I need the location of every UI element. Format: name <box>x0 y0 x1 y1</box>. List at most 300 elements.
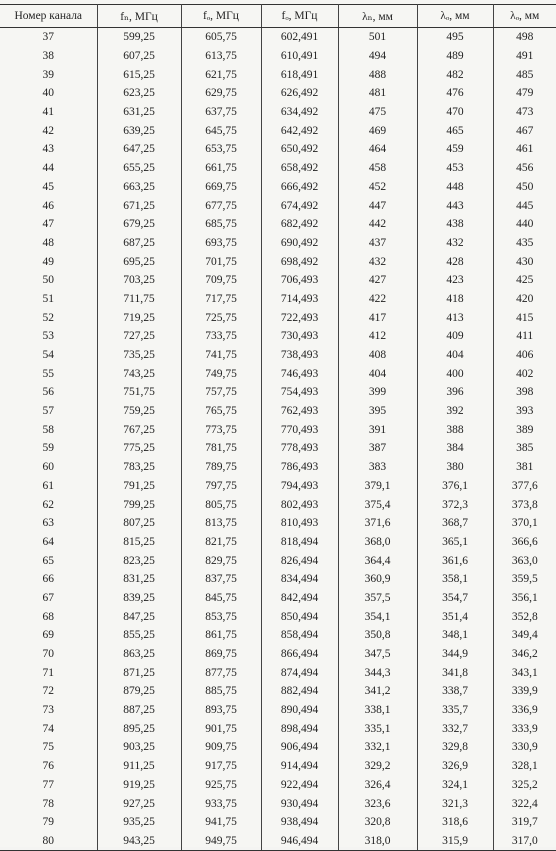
cell-audio-wavelength: 438 <box>417 215 493 234</box>
cell-channel-number: 54 <box>0 346 97 365</box>
cell-mean-frequency: 898,494 <box>261 719 338 738</box>
table-row <box>0 252 556 271</box>
cell-video-wavelength: 488 <box>338 65 417 84</box>
cell-channel-number: 76 <box>0 757 97 776</box>
cell-channel-number: 73 <box>0 701 97 720</box>
table-row <box>0 701 556 720</box>
cell-mean-frequency: 626,492 <box>261 84 338 103</box>
cell-audio-wavelength: 482 <box>417 65 493 84</box>
cell-mean-frequency: 706,493 <box>261 271 338 290</box>
cell-video-wavelength: 427 <box>338 271 417 290</box>
cell-mean-frequency: 722,493 <box>261 308 338 327</box>
cell-video-carrier-frequency: 687,25 <box>97 234 181 253</box>
cell-audio-wavelength: 384 <box>417 439 493 458</box>
cell-video-wavelength: 360,9 <box>338 570 417 589</box>
header-channel-number: Номер канала <box>0 5 97 28</box>
cell-video-carrier-frequency: 623,25 <box>97 84 181 103</box>
cell-audio-carrier-frequency: 813,75 <box>181 514 261 533</box>
cell-video-carrier-frequency: 847,25 <box>97 607 181 626</box>
cell-video-carrier-frequency: 695,25 <box>97 252 181 271</box>
cell-audio-carrier-frequency: 797,75 <box>181 477 261 496</box>
cell-video-wavelength: 354,1 <box>338 607 417 626</box>
cell-video-wavelength: 437 <box>338 234 417 253</box>
cell-video-wavelength: 391 <box>338 420 417 439</box>
cell-mean-frequency: 786,493 <box>261 458 338 477</box>
cell-channel-number: 60 <box>0 458 97 477</box>
cell-mean-wavelength: 317,0 <box>493 832 556 851</box>
cell-mean-frequency: 714,493 <box>261 290 338 309</box>
cell-audio-wavelength: 465 <box>417 121 493 140</box>
cell-channel-number: 44 <box>0 159 97 178</box>
cell-video-wavelength: 395 <box>338 402 417 421</box>
table-row <box>0 271 556 290</box>
cell-video-wavelength: 323,6 <box>338 794 417 813</box>
cell-audio-wavelength: 453 <box>417 159 493 178</box>
table-row <box>0 383 556 402</box>
cell-mean-wavelength: 349,4 <box>493 626 556 645</box>
cell-audio-carrier-frequency: 773,75 <box>181 420 261 439</box>
cell-mean-wavelength: 370,1 <box>493 514 556 533</box>
cell-audio-wavelength: 372,3 <box>417 495 493 514</box>
cell-audio-carrier-frequency: 781,75 <box>181 439 261 458</box>
cell-mean-wavelength: 461 <box>493 140 556 159</box>
cell-mean-frequency: 770,493 <box>261 420 338 439</box>
cell-video-wavelength: 387 <box>338 439 417 458</box>
cell-audio-carrier-frequency: 709,75 <box>181 271 261 290</box>
channel-frequency-table <box>0 4 556 851</box>
cell-mean-wavelength: 402 <box>493 364 556 383</box>
cell-video-carrier-frequency: 751,75 <box>97 383 181 402</box>
cell-audio-wavelength: 368,7 <box>417 514 493 533</box>
table-row <box>0 47 556 66</box>
cell-mean-frequency: 666,492 <box>261 178 338 197</box>
cell-mean-frequency: 746,493 <box>261 364 338 383</box>
cell-video-carrier-frequency: 775,25 <box>97 439 181 458</box>
cell-video-carrier-frequency: 719,25 <box>97 308 181 327</box>
cell-video-wavelength: 344,3 <box>338 663 417 682</box>
cell-video-wavelength: 475 <box>338 103 417 122</box>
cell-audio-wavelength: 388 <box>417 420 493 439</box>
cell-channel-number: 56 <box>0 383 97 402</box>
cell-channel-number: 38 <box>0 47 97 66</box>
table-row <box>0 533 556 552</box>
table-row <box>0 308 556 327</box>
cell-video-wavelength: 357,5 <box>338 589 417 608</box>
cell-mean-frequency: 762,493 <box>261 402 338 421</box>
cell-mean-frequency: 602,491 <box>261 28 338 47</box>
cell-video-carrier-frequency: 935,25 <box>97 813 181 832</box>
cell-video-carrier-frequency: 911,25 <box>97 757 181 776</box>
cell-mean-wavelength: 467 <box>493 121 556 140</box>
cell-video-carrier-frequency: 823,25 <box>97 551 181 570</box>
cell-video-wavelength: 375,4 <box>338 495 417 514</box>
table-row <box>0 607 556 626</box>
cell-audio-carrier-frequency: 925,75 <box>181 776 261 795</box>
cell-video-wavelength: 412 <box>338 327 417 346</box>
cell-audio-carrier-frequency: 949,75 <box>181 832 261 851</box>
cell-mean-wavelength: 415 <box>493 308 556 327</box>
table-row <box>0 364 556 383</box>
cell-channel-number: 55 <box>0 364 97 383</box>
cell-mean-frequency: 682,492 <box>261 215 338 234</box>
cell-video-carrier-frequency: 927,25 <box>97 794 181 813</box>
cell-audio-wavelength: 354,7 <box>417 589 493 608</box>
cell-video-carrier-frequency: 879,25 <box>97 682 181 701</box>
cell-video-carrier-frequency: 871,25 <box>97 663 181 682</box>
cell-channel-number: 42 <box>0 121 97 140</box>
cell-audio-carrier-frequency: 685,75 <box>181 215 261 234</box>
table-row <box>0 477 556 496</box>
cell-channel-number: 72 <box>0 682 97 701</box>
cell-video-carrier-frequency: 839,25 <box>97 589 181 608</box>
table-row <box>0 159 556 178</box>
cell-audio-carrier-frequency: 901,75 <box>181 719 261 738</box>
cell-video-wavelength: 338,1 <box>338 701 417 720</box>
cell-audio-carrier-frequency: 693,75 <box>181 234 261 253</box>
cell-audio-wavelength: 413 <box>417 308 493 327</box>
table-row <box>0 215 556 234</box>
cell-audio-wavelength: 448 <box>417 178 493 197</box>
cell-mean-wavelength: 389 <box>493 420 556 439</box>
cell-mean-wavelength: 485 <box>493 65 556 84</box>
cell-audio-carrier-frequency: 885,75 <box>181 682 261 701</box>
cell-mean-wavelength: 330,9 <box>493 738 556 757</box>
cell-mean-wavelength: 319,7 <box>493 813 556 832</box>
cell-channel-number: 58 <box>0 420 97 439</box>
table-row <box>0 65 556 84</box>
cell-video-carrier-frequency: 863,25 <box>97 645 181 664</box>
cell-mean-frequency: 618,491 <box>261 65 338 84</box>
cell-audio-wavelength: 361,6 <box>417 551 493 570</box>
table-row <box>0 196 556 215</box>
cell-channel-number: 48 <box>0 234 97 253</box>
cell-audio-carrier-frequency: 725,75 <box>181 308 261 327</box>
table-body <box>0 28 556 851</box>
cell-mean-wavelength: 359,5 <box>493 570 556 589</box>
cell-video-wavelength: 442 <box>338 215 417 234</box>
cell-video-carrier-frequency: 663,25 <box>97 178 181 197</box>
cell-audio-carrier-frequency: 829,75 <box>181 551 261 570</box>
cell-video-carrier-frequency: 903,25 <box>97 738 181 757</box>
cell-video-wavelength: 383 <box>338 458 417 477</box>
cell-video-carrier-frequency: 855,25 <box>97 626 181 645</box>
cell-audio-wavelength: 400 <box>417 364 493 383</box>
cell-video-wavelength: 464 <box>338 140 417 159</box>
cell-video-wavelength: 404 <box>338 364 417 383</box>
cell-mean-frequency: 858,494 <box>261 626 338 645</box>
cell-audio-wavelength: 396 <box>417 383 493 402</box>
table-row <box>0 121 556 140</box>
cell-mean-frequency: 610,491 <box>261 47 338 66</box>
cell-channel-number: 49 <box>0 252 97 271</box>
cell-video-wavelength: 364,4 <box>338 551 417 570</box>
cell-audio-wavelength: 341,8 <box>417 663 493 682</box>
table-row <box>0 514 556 533</box>
cell-mean-frequency: 690,492 <box>261 234 338 253</box>
cell-mean-frequency: 810,493 <box>261 514 338 533</box>
cell-channel-number: 39 <box>0 65 97 84</box>
table-row <box>0 234 556 253</box>
cell-mean-frequency: 922,494 <box>261 776 338 795</box>
table-row <box>0 551 556 570</box>
cell-mean-wavelength: 356,1 <box>493 589 556 608</box>
cell-audio-wavelength: 423 <box>417 271 493 290</box>
cell-audio-carrier-frequency: 853,75 <box>181 607 261 626</box>
cell-video-carrier-frequency: 727,25 <box>97 327 181 346</box>
cell-audio-carrier-frequency: 629,75 <box>181 84 261 103</box>
header-audio-wavelength: λₒ, мм <box>417 5 493 28</box>
cell-channel-number: 66 <box>0 570 97 589</box>
cell-mean-frequency: 930,494 <box>261 794 338 813</box>
table-row <box>0 420 556 439</box>
cell-channel-number: 45 <box>0 178 97 197</box>
cell-video-carrier-frequency: 671,25 <box>97 196 181 215</box>
cell-audio-carrier-frequency: 637,75 <box>181 103 261 122</box>
cell-audio-wavelength: 428 <box>417 252 493 271</box>
cell-audio-carrier-frequency: 613,75 <box>181 47 261 66</box>
cell-mean-frequency: 882,494 <box>261 682 338 701</box>
table-header <box>0 5 556 28</box>
table-row <box>0 813 556 832</box>
cell-video-wavelength: 417 <box>338 308 417 327</box>
cell-audio-carrier-frequency: 741,75 <box>181 346 261 365</box>
cell-video-carrier-frequency: 703,25 <box>97 271 181 290</box>
cell-mean-wavelength: 456 <box>493 159 556 178</box>
cell-mean-frequency: 754,493 <box>261 383 338 402</box>
cell-video-carrier-frequency: 615,25 <box>97 65 181 84</box>
cell-audio-carrier-frequency: 861,75 <box>181 626 261 645</box>
cell-channel-number: 78 <box>0 794 97 813</box>
cell-channel-number: 46 <box>0 196 97 215</box>
cell-mean-frequency: 634,492 <box>261 103 338 122</box>
cell-audio-carrier-frequency: 669,75 <box>181 178 261 197</box>
cell-mean-frequency: 826,494 <box>261 551 338 570</box>
cell-mean-wavelength: 336,9 <box>493 701 556 720</box>
cell-audio-carrier-frequency: 845,75 <box>181 589 261 608</box>
cell-audio-carrier-frequency: 917,75 <box>181 757 261 776</box>
cell-video-wavelength: 332,1 <box>338 738 417 757</box>
cell-mean-wavelength: 491 <box>493 47 556 66</box>
cell-mean-frequency: 698,492 <box>261 252 338 271</box>
cell-mean-frequency: 738,493 <box>261 346 338 365</box>
cell-video-carrier-frequency: 919,25 <box>97 776 181 795</box>
cell-video-carrier-frequency: 631,25 <box>97 103 181 122</box>
table-row <box>0 439 556 458</box>
header-mean-wavelength: λₒ, мм <box>493 5 556 28</box>
cell-audio-wavelength: 476 <box>417 84 493 103</box>
cell-audio-wavelength: 318,6 <box>417 813 493 832</box>
cell-audio-carrier-frequency: 933,75 <box>181 794 261 813</box>
cell-audio-carrier-frequency: 701,75 <box>181 252 261 271</box>
cell-audio-wavelength: 409 <box>417 327 493 346</box>
cell-audio-carrier-frequency: 941,75 <box>181 813 261 832</box>
cell-audio-wavelength: 329,8 <box>417 738 493 757</box>
cell-mean-wavelength: 498 <box>493 28 556 47</box>
cell-audio-carrier-frequency: 805,75 <box>181 495 261 514</box>
cell-audio-carrier-frequency: 677,75 <box>181 196 261 215</box>
cell-video-wavelength: 447 <box>338 196 417 215</box>
cell-mean-wavelength: 393 <box>493 402 556 421</box>
cell-video-carrier-frequency: 679,25 <box>97 215 181 234</box>
cell-audio-carrier-frequency: 821,75 <box>181 533 261 552</box>
table-row <box>0 589 556 608</box>
cell-mean-frequency: 906,494 <box>261 738 338 757</box>
header-audio-carrier-frequency: fₒ, МГц <box>181 5 261 28</box>
cell-mean-wavelength: 440 <box>493 215 556 234</box>
cell-audio-wavelength: 489 <box>417 47 493 66</box>
table-row <box>0 402 556 421</box>
cell-audio-wavelength: 315,9 <box>417 832 493 851</box>
cell-mean-wavelength: 333,9 <box>493 719 556 738</box>
cell-mean-wavelength: 450 <box>493 178 556 197</box>
cell-audio-wavelength: 376,1 <box>417 477 493 496</box>
cell-audio-wavelength: 470 <box>417 103 493 122</box>
table-row <box>0 719 556 738</box>
cell-video-wavelength: 335,1 <box>338 719 417 738</box>
cell-audio-carrier-frequency: 661,75 <box>181 159 261 178</box>
cell-audio-carrier-frequency: 909,75 <box>181 738 261 757</box>
cell-mean-frequency: 874,494 <box>261 663 338 682</box>
cell-channel-number: 47 <box>0 215 97 234</box>
table-row <box>0 84 556 103</box>
cell-video-wavelength: 341,2 <box>338 682 417 701</box>
table-row <box>0 794 556 813</box>
cell-mean-wavelength: 328,1 <box>493 757 556 776</box>
cell-mean-wavelength: 406 <box>493 346 556 365</box>
cell-mean-frequency: 842,494 <box>261 589 338 608</box>
cell-mean-wavelength: 381 <box>493 458 556 477</box>
cell-channel-number: 67 <box>0 589 97 608</box>
table-row <box>0 757 556 776</box>
cell-mean-wavelength: 385 <box>493 439 556 458</box>
table-row <box>0 682 556 701</box>
cell-video-wavelength: 469 <box>338 121 417 140</box>
cell-channel-number: 61 <box>0 477 97 496</box>
cell-mean-frequency: 794,493 <box>261 477 338 496</box>
cell-video-carrier-frequency: 759,25 <box>97 402 181 421</box>
table-row <box>0 570 556 589</box>
cell-mean-frequency: 818,494 <box>261 533 338 552</box>
header-video-wavelength: λₙ, мм <box>338 5 417 28</box>
cell-channel-number: 64 <box>0 533 97 552</box>
cell-video-wavelength: 329,2 <box>338 757 417 776</box>
cell-mean-wavelength: 346,2 <box>493 645 556 664</box>
cell-channel-number: 65 <box>0 551 97 570</box>
cell-video-wavelength: 368,0 <box>338 533 417 552</box>
cell-video-carrier-frequency: 743,25 <box>97 364 181 383</box>
cell-audio-carrier-frequency: 837,75 <box>181 570 261 589</box>
cell-video-carrier-frequency: 639,25 <box>97 121 181 140</box>
cell-mean-wavelength: 343,1 <box>493 663 556 682</box>
cell-video-wavelength: 481 <box>338 84 417 103</box>
cell-mean-wavelength: 425 <box>493 271 556 290</box>
cell-audio-carrier-frequency: 605,75 <box>181 28 261 47</box>
header-video-carrier-frequency: fₙ, МГц <box>97 5 181 28</box>
cell-mean-frequency: 938,494 <box>261 813 338 832</box>
table-row <box>0 140 556 159</box>
cell-audio-wavelength: 432 <box>417 234 493 253</box>
cell-mean-wavelength: 398 <box>493 383 556 402</box>
cell-mean-wavelength: 373,8 <box>493 495 556 514</box>
cell-channel-number: 59 <box>0 439 97 458</box>
cell-mean-frequency: 730,493 <box>261 327 338 346</box>
header-row <box>0 5 556 28</box>
cell-video-wavelength: 458 <box>338 159 417 178</box>
cell-mean-wavelength: 322,4 <box>493 794 556 813</box>
cell-mean-wavelength: 479 <box>493 84 556 103</box>
cell-video-wavelength: 452 <box>338 178 417 197</box>
cell-audio-carrier-frequency: 621,75 <box>181 65 261 84</box>
cell-video-carrier-frequency: 783,25 <box>97 458 181 477</box>
cell-audio-carrier-frequency: 717,75 <box>181 290 261 309</box>
cell-video-wavelength: 399 <box>338 383 417 402</box>
cell-audio-wavelength: 321,3 <box>417 794 493 813</box>
cell-channel-number: 37 <box>0 28 97 47</box>
cell-audio-carrier-frequency: 733,75 <box>181 327 261 346</box>
cell-audio-wavelength: 338,7 <box>417 682 493 701</box>
cell-channel-number: 80 <box>0 832 97 851</box>
table-row <box>0 495 556 514</box>
cell-channel-number: 70 <box>0 645 97 664</box>
cell-audio-carrier-frequency: 645,75 <box>181 121 261 140</box>
cell-mean-frequency: 674,492 <box>261 196 338 215</box>
cell-mean-frequency: 914,494 <box>261 757 338 776</box>
cell-video-wavelength: 326,4 <box>338 776 417 795</box>
cell-mean-wavelength: 366,6 <box>493 533 556 552</box>
cell-audio-carrier-frequency: 877,75 <box>181 663 261 682</box>
cell-video-carrier-frequency: 887,25 <box>97 701 181 720</box>
cell-audio-wavelength: 392 <box>417 402 493 421</box>
cell-video-wavelength: 350,8 <box>338 626 417 645</box>
cell-audio-wavelength: 326,9 <box>417 757 493 776</box>
cell-video-wavelength: 501 <box>338 28 417 47</box>
cell-audio-wavelength: 459 <box>417 140 493 159</box>
cell-video-wavelength: 408 <box>338 346 417 365</box>
cell-video-wavelength: 422 <box>338 290 417 309</box>
cell-channel-number: 74 <box>0 719 97 738</box>
cell-mean-frequency: 778,493 <box>261 439 338 458</box>
cell-video-carrier-frequency: 735,25 <box>97 346 181 365</box>
cell-channel-number: 40 <box>0 84 97 103</box>
cell-mean-wavelength: 473 <box>493 103 556 122</box>
cell-audio-wavelength: 348,1 <box>417 626 493 645</box>
cell-video-carrier-frequency: 607,25 <box>97 47 181 66</box>
cell-audio-carrier-frequency: 653,75 <box>181 140 261 159</box>
cell-audio-wavelength: 365,1 <box>417 533 493 552</box>
cell-audio-wavelength: 358,1 <box>417 570 493 589</box>
table-row <box>0 626 556 645</box>
cell-audio-wavelength: 443 <box>417 196 493 215</box>
table-row <box>0 832 556 851</box>
cell-mean-wavelength: 363,0 <box>493 551 556 570</box>
table-row <box>0 663 556 682</box>
cell-video-carrier-frequency: 791,25 <box>97 477 181 496</box>
cell-video-carrier-frequency: 599,25 <box>97 28 181 47</box>
cell-audio-wavelength: 418 <box>417 290 493 309</box>
cell-channel-number: 51 <box>0 290 97 309</box>
cell-audio-carrier-frequency: 893,75 <box>181 701 261 720</box>
cell-video-wavelength: 320,8 <box>338 813 417 832</box>
cell-video-wavelength: 371,6 <box>338 514 417 533</box>
cell-audio-carrier-frequency: 757,75 <box>181 383 261 402</box>
cell-audio-carrier-frequency: 765,75 <box>181 402 261 421</box>
cell-video-carrier-frequency: 711,75 <box>97 290 181 309</box>
cell-channel-number: 71 <box>0 663 97 682</box>
cell-audio-carrier-frequency: 869,75 <box>181 645 261 664</box>
cell-video-carrier-frequency: 767,25 <box>97 420 181 439</box>
table-row <box>0 458 556 477</box>
cell-mean-frequency: 946,494 <box>261 832 338 851</box>
